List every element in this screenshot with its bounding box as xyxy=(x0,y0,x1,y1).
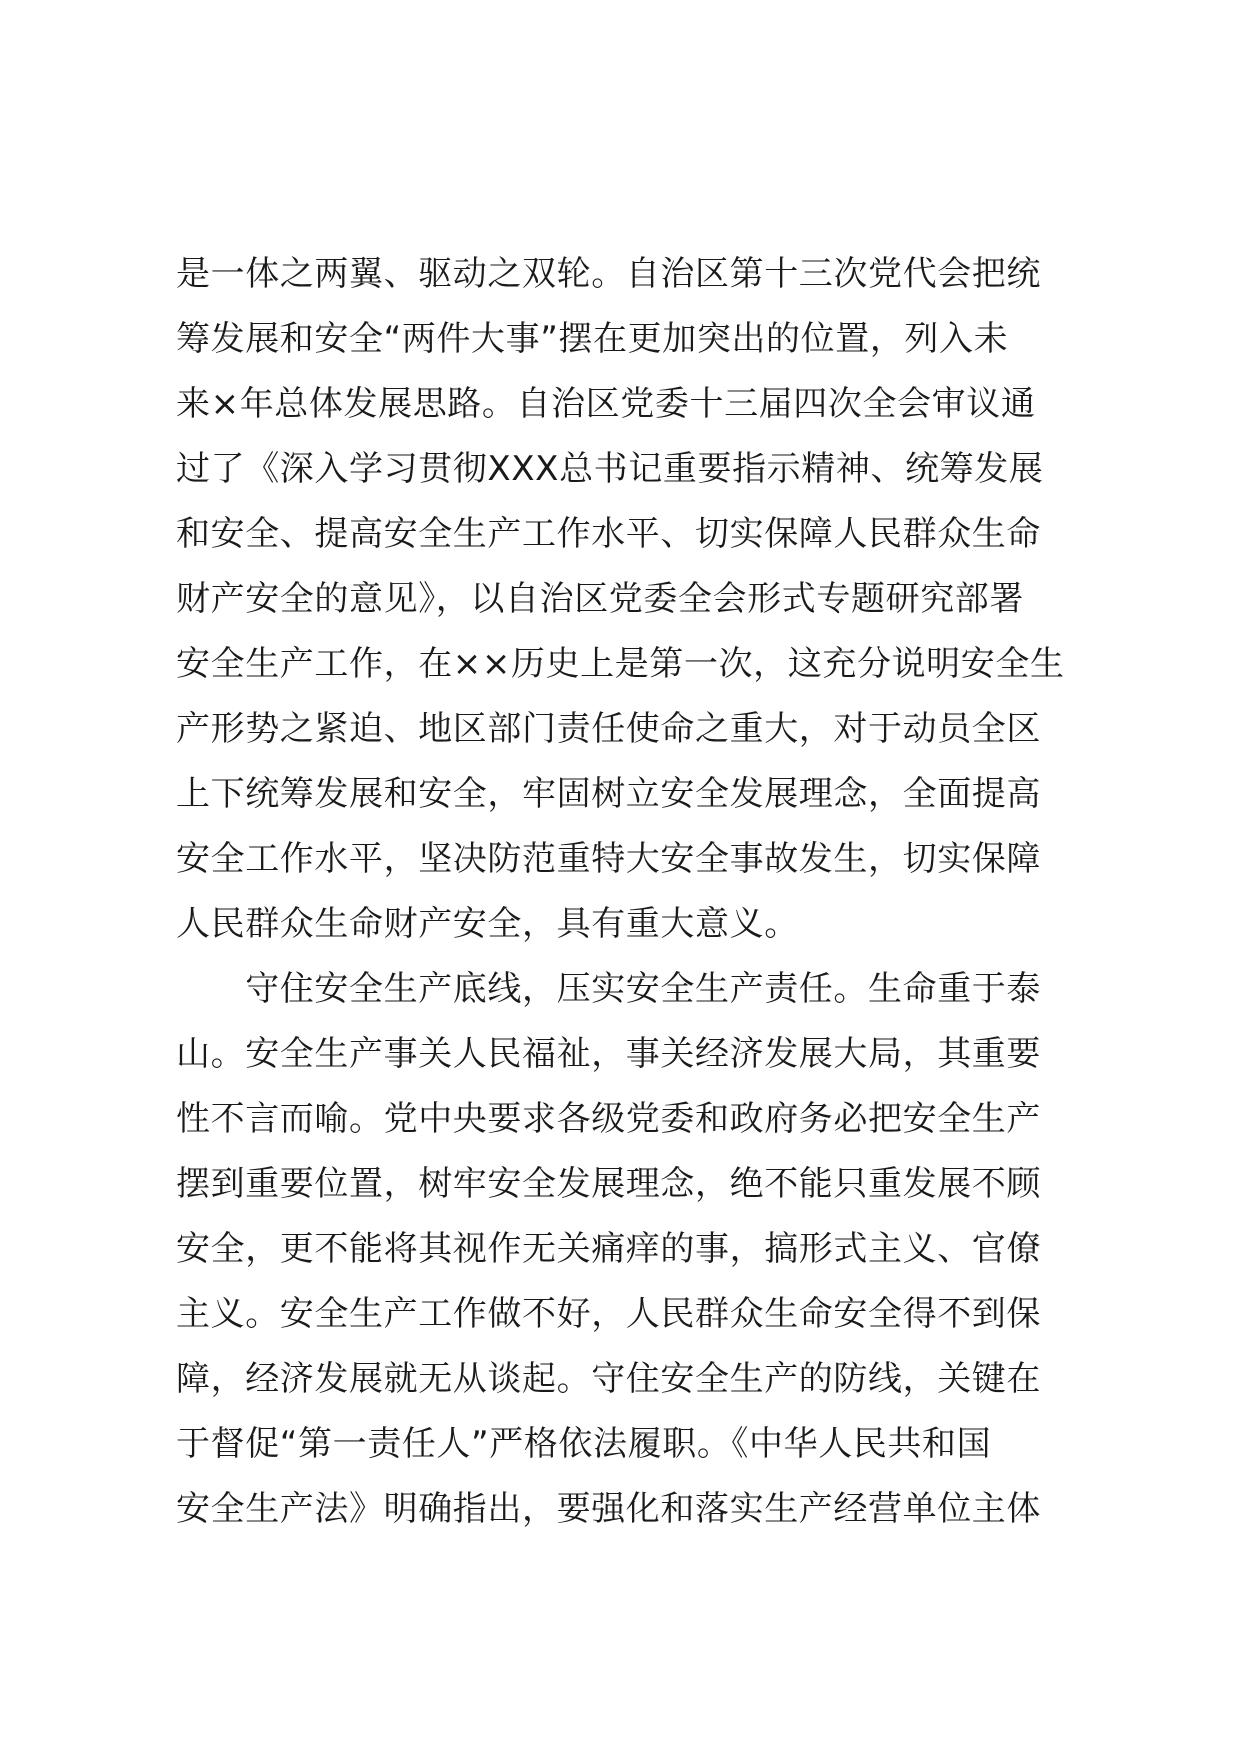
text-line: 摆到重要位置，树牢安全发展理念，绝不能只重发展不顾 xyxy=(176,1164,1041,1204)
text-line: 筹发展和安全“两件大事”摆在更加突出的位置，列入未 xyxy=(176,319,1009,359)
text-line: 人民群众生命财产安全，具有重大意义。 xyxy=(176,904,799,944)
text-line: 是一体之两翼、驱动之双轮。自治区第十三次党代会把统 xyxy=(176,254,1041,294)
text-line: 安全，更不能将其视作无关痛痒的事，搞形式主义、官僚 xyxy=(176,1229,1041,1269)
text-line: 上下统筹发展和安全，牢固树立安全发展理念，全面提高 xyxy=(176,774,1041,814)
text-line: 财产安全的意见》，以自治区党委全会形式专题研究部署 xyxy=(176,579,1024,619)
text-line: 安全生产工作，在××历史上是第一次，这充分说明安全生 xyxy=(176,644,1065,684)
text-line: 障，经济发展就无从谈起。守住安全生产的防线，关键在 xyxy=(176,1359,1041,1399)
text-line: 守住安全生产底线，压实安全生产责任。生命重于泰 xyxy=(176,969,1041,1009)
text-line: 产形势之紧迫、地区部门责任使命之重大，对于动员全区 xyxy=(176,709,1041,749)
text-line: 安全工作水平，坚决防范重特大安全事故发生，切实保障 xyxy=(176,839,1041,879)
body-text xyxy=(176,242,1106,1542)
text-line: 山。安全生产事关人民福祉，事关经济发展大局，其重要 xyxy=(176,1034,1041,1074)
text-line: 来×年总体发展思路。自治区党委十三届四次全会审议通 xyxy=(176,384,1036,424)
text-line: 主义。安全生产工作做不好，人民群众生命安全得不到保 xyxy=(176,1294,1041,1334)
text-line: 安全生产法》明确指出，要强化和落实生产经营单位主体 xyxy=(176,1489,1041,1529)
text-line: 性不言而喻。党中央要求各级党委和政府务必把安全生产 xyxy=(176,1099,1041,1139)
text-line: 过了《深入学习贯彻XXX总书记重要指示精神、统筹发展 xyxy=(176,449,1044,489)
text-line: 于督促“第一责任人”严格依法履职。《中华人民共和国 xyxy=(176,1424,992,1464)
text-line: 和安全、提高安全生产工作水平、切实保障人民群众生命 xyxy=(176,514,1041,554)
